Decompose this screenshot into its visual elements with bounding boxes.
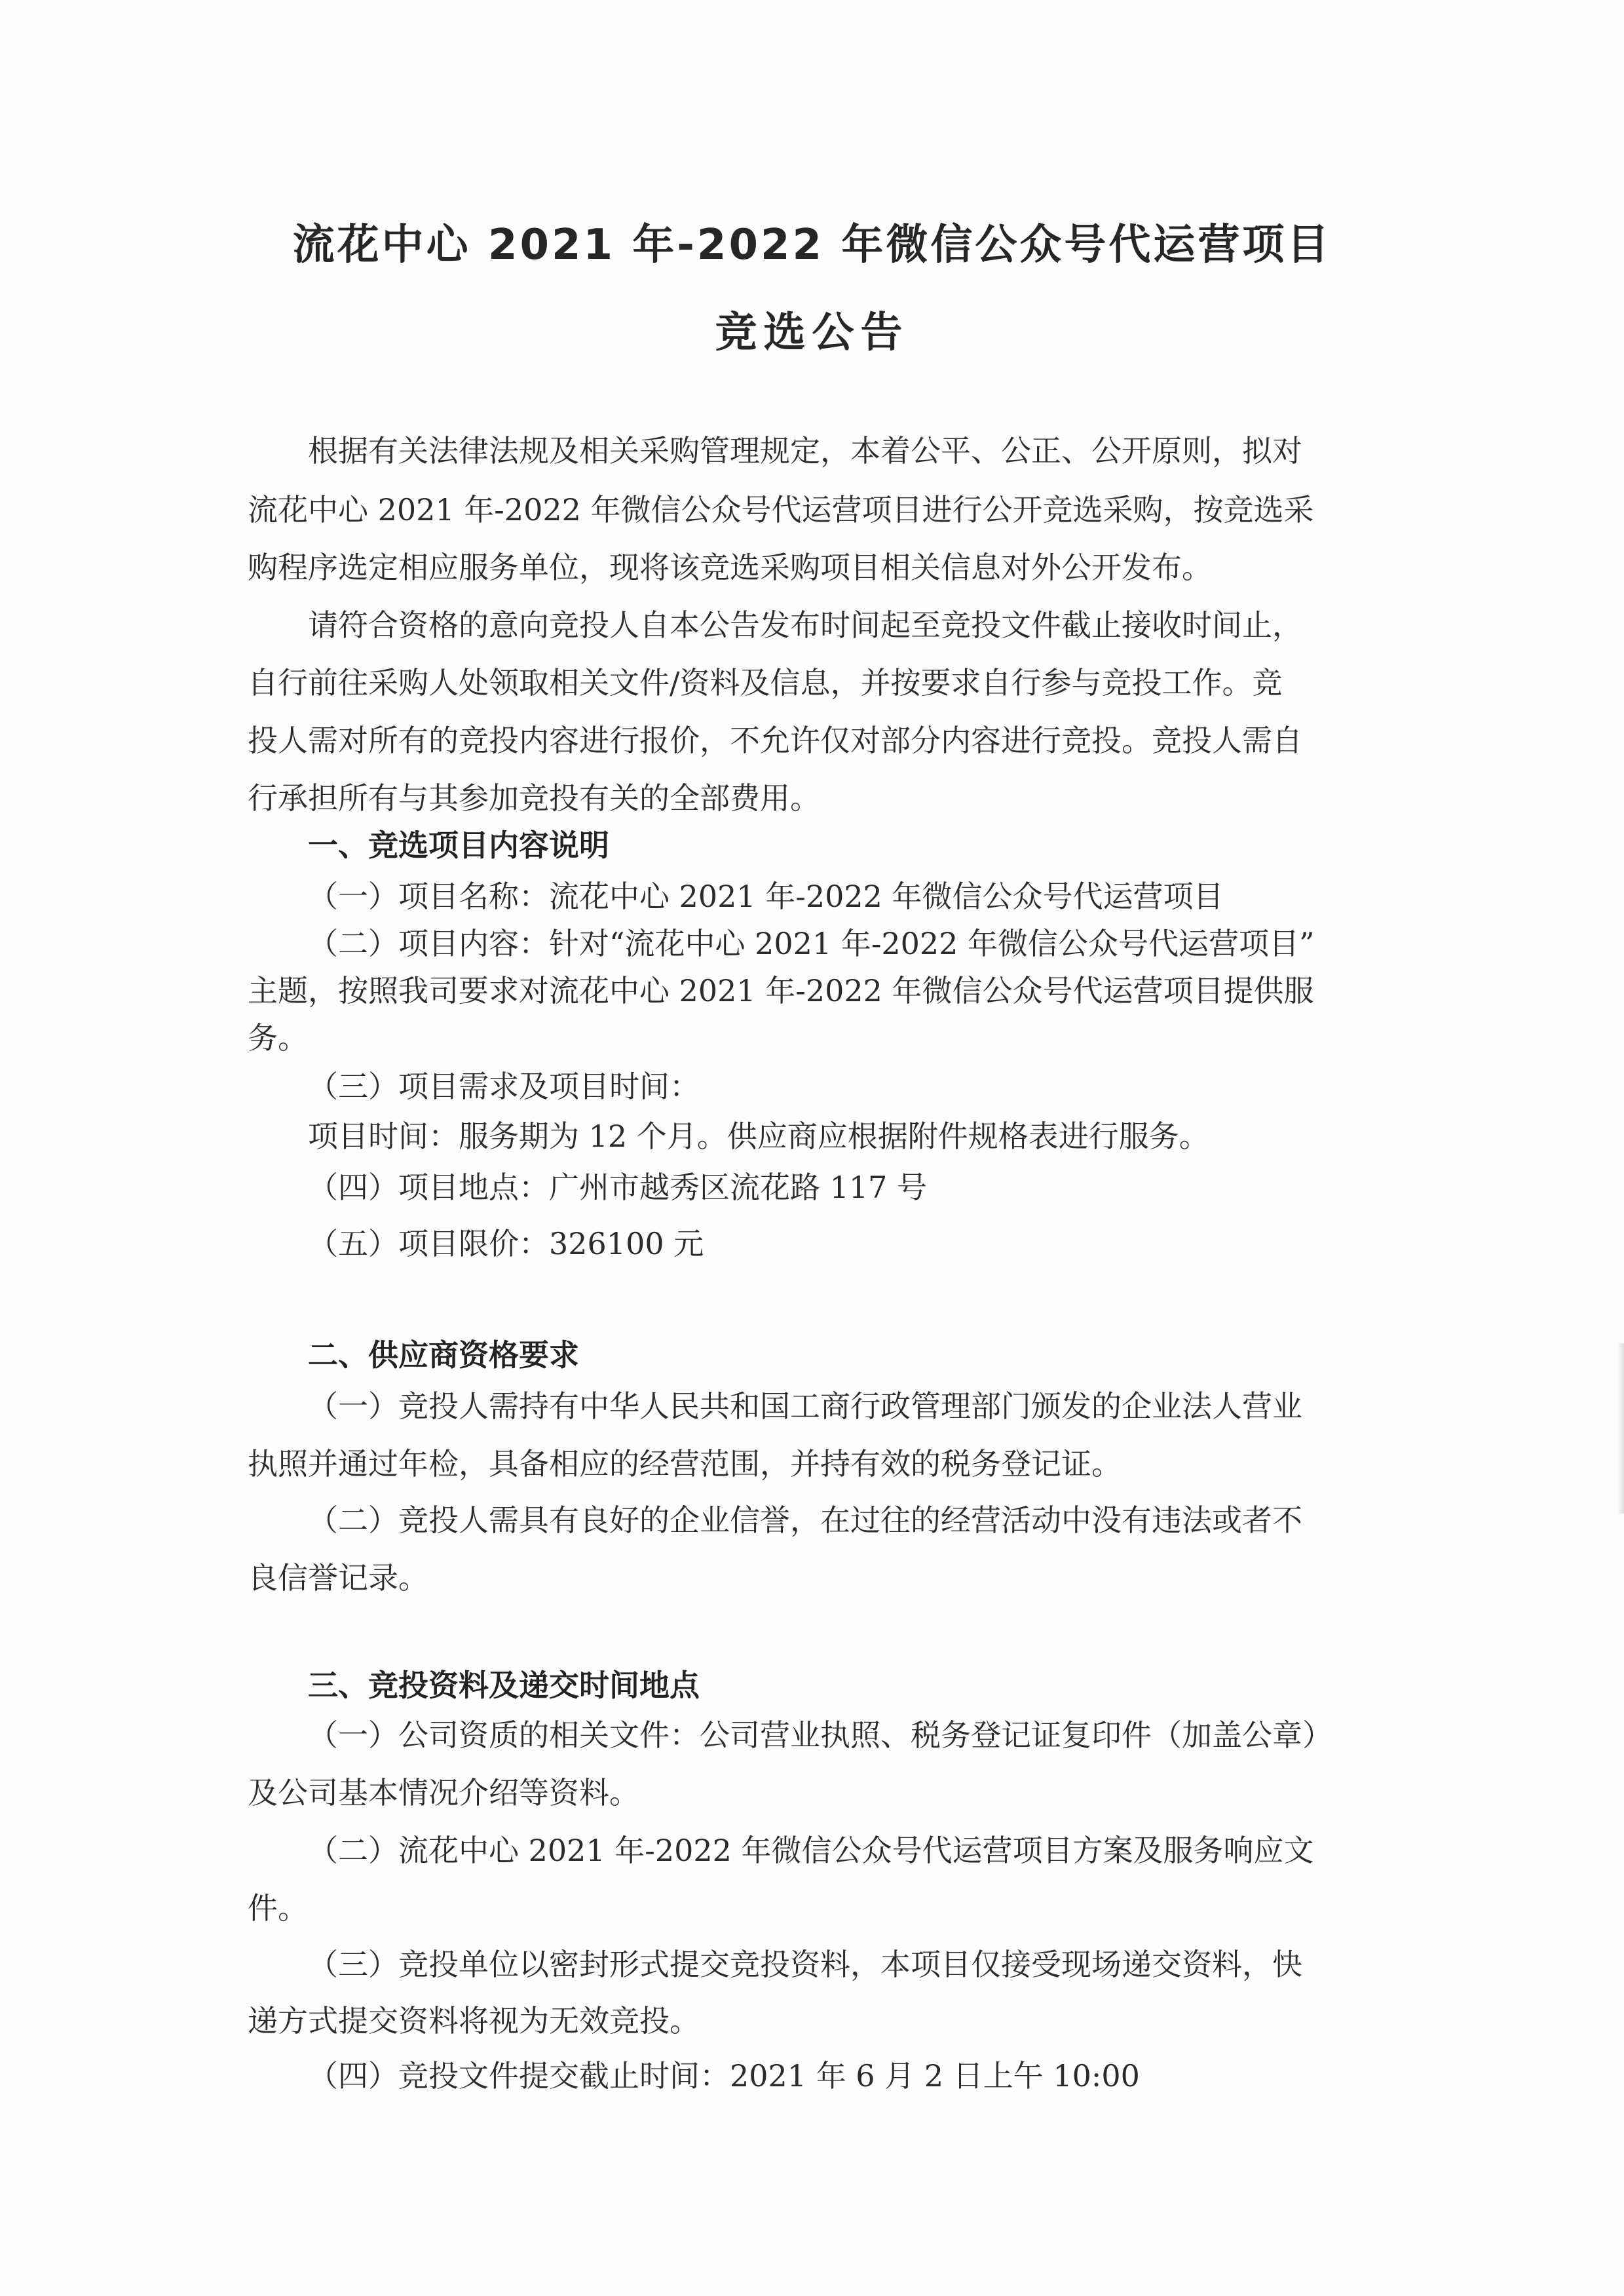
section3-item-2-line-2: 件。	[248, 1890, 308, 1926]
section2-item-1-line-1: （一）竞投人需持有中华人民共和国工商行政管理部门颁发的企业法人营业	[308, 1388, 1302, 1424]
section3-item-1-line-1: （一）公司资质的相关文件：公司营业执照、税务登记证复印件（加盖公章）	[308, 1717, 1332, 1753]
document-title-line-2: 竞选公告	[715, 309, 909, 357]
section-heading-2: 二、供应商资格要求	[308, 1337, 579, 1373]
section2-item-2-line-1: （二）竞投人需具有良好的企业信誉，在过往的经营活动中没有违法或者不	[308, 1502, 1302, 1538]
section1-item-2-line-1: （二）项目内容：针对“流花中心 2021 年-2022 年微信公众号代运营项目”	[308, 926, 1315, 961]
paragraph-intro-line-2: 流花中心 2021 年-2022 年微信公众号代运营项目进行公开竞选采购，按竞选采	[248, 492, 1314, 527]
section3-item-2-line-1: （二）流花中心 2021 年-2022 年微信公众号代运营项目方案及服务响应文	[308, 1833, 1314, 1868]
scan-edge-shadow	[1617, 1343, 1624, 1514]
section1-item-4: （四）项目地点：广州市越秀区流花路 117 号	[308, 1170, 928, 1205]
section3-item-1-line-2: 及公司基本情况介绍等资料。	[248, 1775, 639, 1810]
section-heading-1: 一、竞选项目内容说明	[308, 828, 609, 863]
section3-item-3-line-1: （三）竞投单位以密封形式提交竞投资料，本项目仅接受现场递交资料，快	[308, 1947, 1302, 1982]
section2-item-1-line-2: 执照并通过年检，具备相应的经营范围，并持有效的税务登记证。	[248, 1446, 1122, 1482]
paragraph-invite-line-1: 请符合资格的意向竞投人自本公告发布时间起至竞投文件截止接收时间止，	[308, 607, 1302, 643]
section-heading-3: 三、竞投资料及递交时间地点	[308, 1668, 700, 1703]
section1-item-2-line-3: 务。	[248, 1020, 308, 1056]
paragraph-invite-line-2: 自行前往采购人处领取相关文件/资料及信息，并按要求自行参与竞投工作。竞	[248, 665, 1283, 700]
paragraph-invite-line-4: 行承担所有与其参加竞投有关的全部费用。	[248, 780, 820, 816]
paragraph-intro-line-3: 购程序选定相应服务单位，现将该竞选采购项目相关信息对外公开发布。	[248, 550, 1212, 585]
section3-item-4: （四）竞投文件提交截止时间：2021 年 6 月 2 日上午 10:00	[308, 2058, 1140, 2094]
section1-item-3-detail: 项目时间：服务期为 12 个月。供应商应根据附件规格表进行服务。	[308, 1119, 1209, 1154]
paragraph-intro-line-1: 根据有关法律法规及相关采购管理规定，本着公平、公正、公开原则，拟对	[308, 433, 1302, 469]
section1-item-1: （一）项目名称：流花中心 2021 年-2022 年微信公众号代运营项目	[308, 879, 1224, 914]
paragraph-invite-line-3: 投人需对所有的竞投内容进行报价，不允许仅对部分内容进行竞投。竞投人需自	[248, 723, 1302, 758]
document-title-line-1: 流花中心 2021 年-2022 年微信公众号代运营项目	[292, 221, 1332, 269]
section3-item-3-line-2: 递方式提交资料将视为无效竞投。	[248, 2003, 700, 2038]
section2-item-2-line-2: 良信誉记录。	[248, 1560, 428, 1596]
section1-item-5: （五）项目限价：326100 元	[308, 1226, 704, 1261]
section1-item-3: （三）项目需求及项目时间：	[308, 1069, 700, 1104]
section1-item-2-line-2: 主题，按照我司要求对流花中心 2021 年-2022 年微信公众号代运营项目提供服	[248, 973, 1314, 1008]
